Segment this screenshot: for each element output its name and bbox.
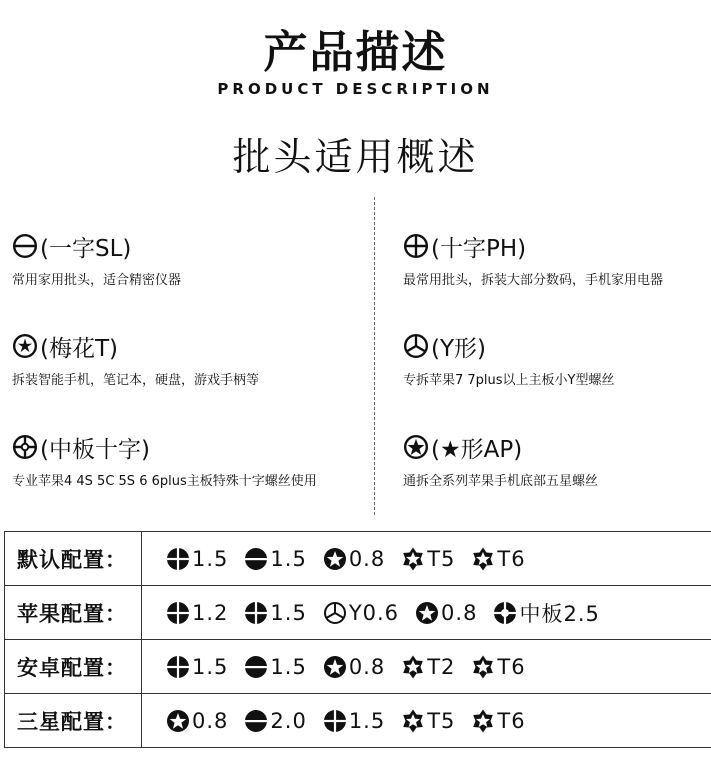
bit-size: 0.8: [192, 708, 229, 733]
pentalobe-icon: [323, 655, 347, 679]
config-label: 三星配置：: [4, 694, 142, 747]
config-bit: [471, 655, 525, 679]
bit-type-phillips: [403, 229, 711, 288]
config-bit: [323, 601, 399, 625]
column-divider: [374, 197, 375, 515]
page-title: 产品描述: [263, 27, 448, 78]
bit-type-desc: 最常用批头，拆装大部分数码，手机家用电器: [403, 273, 664, 288]
config-bit: [244, 547, 306, 571]
config-bit: [166, 655, 228, 679]
bit-type-name: (中板十字): [40, 436, 150, 463]
bit-type-desc: 拆装智能手机，笔记本，硬盘，游戏手柄等: [12, 373, 260, 388]
config-bit: [471, 547, 525, 571]
config-table: [4, 531, 711, 748]
phillips-icon: [166, 655, 190, 679]
config-bit: [323, 547, 385, 571]
tri-wing-icon: [323, 601, 347, 625]
config-row-apple: [4, 586, 711, 640]
bit-type-name: (一字SL): [40, 235, 132, 262]
phillips-icon: [244, 601, 268, 625]
config-bit: [166, 709, 228, 733]
midframe-cross-icon: [493, 601, 517, 625]
bit-type-name: (Y形): [431, 335, 486, 362]
bit-type-tri-wing: [403, 329, 711, 388]
bit-size: Y0.6: [348, 600, 400, 625]
bit-type-midframe-cross: [12, 430, 352, 489]
bit-size: T6: [497, 654, 526, 679]
torx-icon: [401, 655, 425, 679]
torx-icon: [471, 655, 495, 679]
config-bit: [323, 709, 385, 733]
bit-size: T5: [427, 546, 456, 571]
config-label: 苹果配置：: [4, 586, 142, 639]
config-bit: [471, 709, 525, 733]
config-bit: [401, 547, 455, 571]
config-bit: [401, 655, 455, 679]
torx-icon: [401, 547, 425, 571]
config-bit: [166, 547, 228, 571]
section-title: 批头适用概述: [232, 135, 479, 179]
bit-size: 1.5: [270, 600, 307, 625]
bit-size: T6: [497, 546, 526, 571]
pentalobe-icon: [166, 709, 190, 733]
config-row-android: [4, 640, 711, 694]
bit-type-desc: 通拆全系列苹果手机底部五星螺丝: [403, 474, 599, 489]
config-bit: [415, 601, 477, 625]
phillips-icon: [166, 601, 190, 625]
config-bit: [244, 601, 306, 625]
bit-size: 2.0: [270, 708, 307, 733]
config-bit: [244, 709, 306, 733]
pentalobe-icon: [403, 434, 429, 460]
slotted-icon: [244, 655, 268, 679]
torx-icon: [471, 709, 495, 733]
config-label: 默认配置：: [4, 532, 142, 585]
bit-size: 1.5: [348, 708, 386, 733]
bit-size: 1.5: [192, 546, 229, 571]
config-bit: [493, 598, 599, 628]
phillips-icon: [323, 709, 347, 733]
slotted-icon: [244, 547, 268, 571]
slotted-icon: [244, 709, 268, 733]
bit-size: T5: [427, 708, 456, 733]
bit-size: 1.2: [192, 600, 229, 625]
torx-icon: [12, 333, 38, 359]
bit-type-desc: 常用家用批头，适合精密仪器: [12, 273, 182, 288]
phillips-icon: [166, 547, 190, 571]
config-bit: [323, 655, 385, 679]
bit-size: 1.5: [192, 654, 229, 679]
config-row-default: [4, 532, 711, 586]
bit-type-name: (十字PH): [431, 235, 527, 262]
config-row-samsung: [4, 694, 711, 748]
bit-size: 1.5: [270, 654, 307, 679]
tri-wing-icon: [403, 333, 429, 359]
bit-size: T2: [427, 654, 456, 679]
config-bit: [244, 655, 306, 679]
pentalobe-icon: [323, 547, 347, 571]
bit-size: 0.8: [348, 546, 386, 571]
bit-type-slotted: [12, 229, 352, 288]
bit-size: 1.5: [270, 546, 307, 571]
torx-icon: [401, 709, 425, 733]
pentalobe-icon: [415, 601, 439, 625]
torx-icon: [471, 547, 495, 571]
bit-size: T6: [497, 708, 526, 733]
bit-type-name: (梅花T): [40, 335, 118, 362]
bit-type-name: (★形AP): [431, 436, 523, 463]
bit-type-torx: [12, 329, 352, 388]
midframe-cross-icon: [12, 434, 38, 460]
bit-type-desc: 专拆苹果7 7plus以上主板小Y型螺丝: [403, 373, 615, 388]
config-label: 安卓配置：: [4, 640, 142, 693]
bit-size: 0.8: [441, 600, 478, 625]
bit-type-pentalobe: [403, 430, 711, 489]
config-bit: [166, 601, 228, 625]
bit-size: 0.8: [348, 654, 386, 679]
phillips-icon: [403, 233, 429, 259]
bit-size: 中板2.5: [519, 601, 600, 626]
config-bit: [401, 709, 455, 733]
slotted-icon: [12, 233, 38, 259]
page-subtitle: PRODUCT DESCRIPTION: [217, 80, 494, 98]
bit-type-desc: 专业苹果4 4S 5C 5S 6 6plus主板特殊十字螺丝使用: [12, 474, 317, 489]
